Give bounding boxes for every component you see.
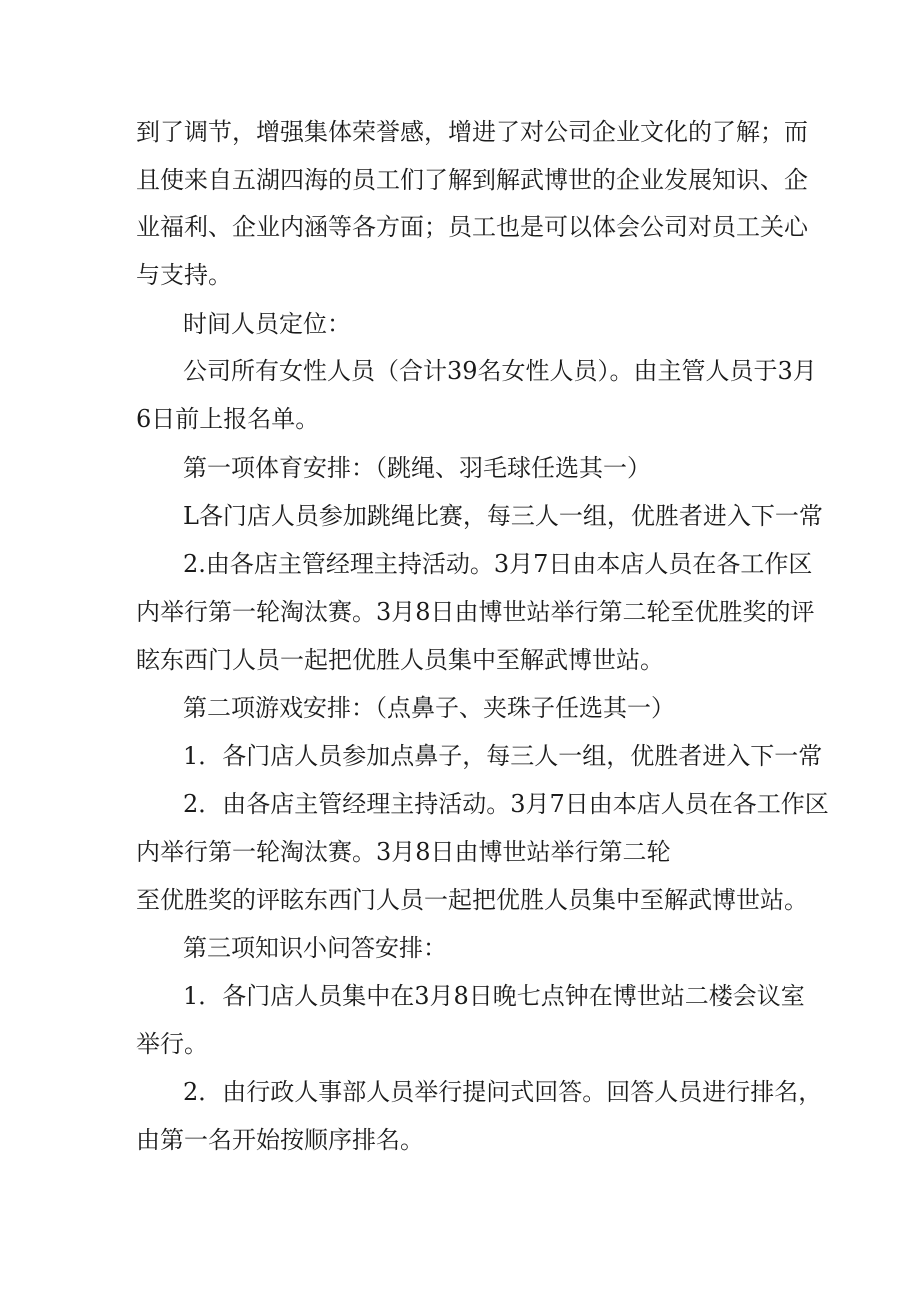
paragraph-line: 业福利、企业内涵等各方面；员工也是可以体会公司对员工关心 — [136, 213, 808, 241]
paragraph-line: 到了调节，增强集体荣誉感，增进了对公司企业文化的了解；而 — [136, 118, 808, 146]
paragraph-line: 由第一名开始按顺序排名。 — [136, 1126, 424, 1154]
paragraph-line: 内举行第一轮淘汰赛。3月8日由博世站举行第二轮至优胜奖的评 — [136, 598, 815, 626]
list-item: 1．各门店人员集中在3月8日晚七点钟在博世站二楼会议室 — [183, 982, 805, 1010]
list-item: 2．由各店主管经理主持活动。3月7日由本店人员在各工作区 — [183, 790, 829, 818]
paragraph-line: 且使来自五湖四海的员工们了解到解武博世的企业发展知识、企 — [136, 166, 808, 194]
section-heading: 第三项知识小问答安排： — [183, 934, 447, 962]
paragraph-line: 公司所有女性人员（合计39名女性人员）。由主管人员于3月 — [183, 357, 817, 385]
list-item: L各门店人员参加跳绳比赛，每三人一组，优胜者进入下一常 — [183, 502, 823, 530]
paragraph-line: 内举行第一轮淘汰赛。3月8日由博世站举行第二轮 — [136, 838, 671, 866]
list-item: 2．由行政人事部人员举行提问式回答。回答人员进行排名， — [183, 1078, 823, 1106]
section-heading: 第二项游戏安排：（点鼻子、夹珠子任选其一） — [183, 694, 675, 722]
list-item: 2.由各店主管经理主持活动。3月7日由本店人员在各工作区 — [183, 550, 813, 578]
section-heading: 时间人员定位： — [183, 310, 351, 338]
paragraph-line: 举行。 — [136, 1030, 208, 1058]
paragraph-line: 6日前上报名单。 — [136, 405, 320, 433]
paragraph-line: 眩东西门人员一起把优胜人员集中至解武博世站。 — [136, 646, 664, 674]
paragraph-line: 至优胜奖的评眩东西门人员一起把优胜人员集中至解武博世站。 — [136, 886, 808, 914]
list-item: 1．各门店人员参加点鼻子，每三人一组，优胜者进入下一常 — [183, 742, 823, 770]
section-heading: 第一项体育安排：（跳绳、羽毛球任选其一） — [183, 454, 651, 482]
paragraph-line: 与支持。 — [136, 261, 232, 289]
